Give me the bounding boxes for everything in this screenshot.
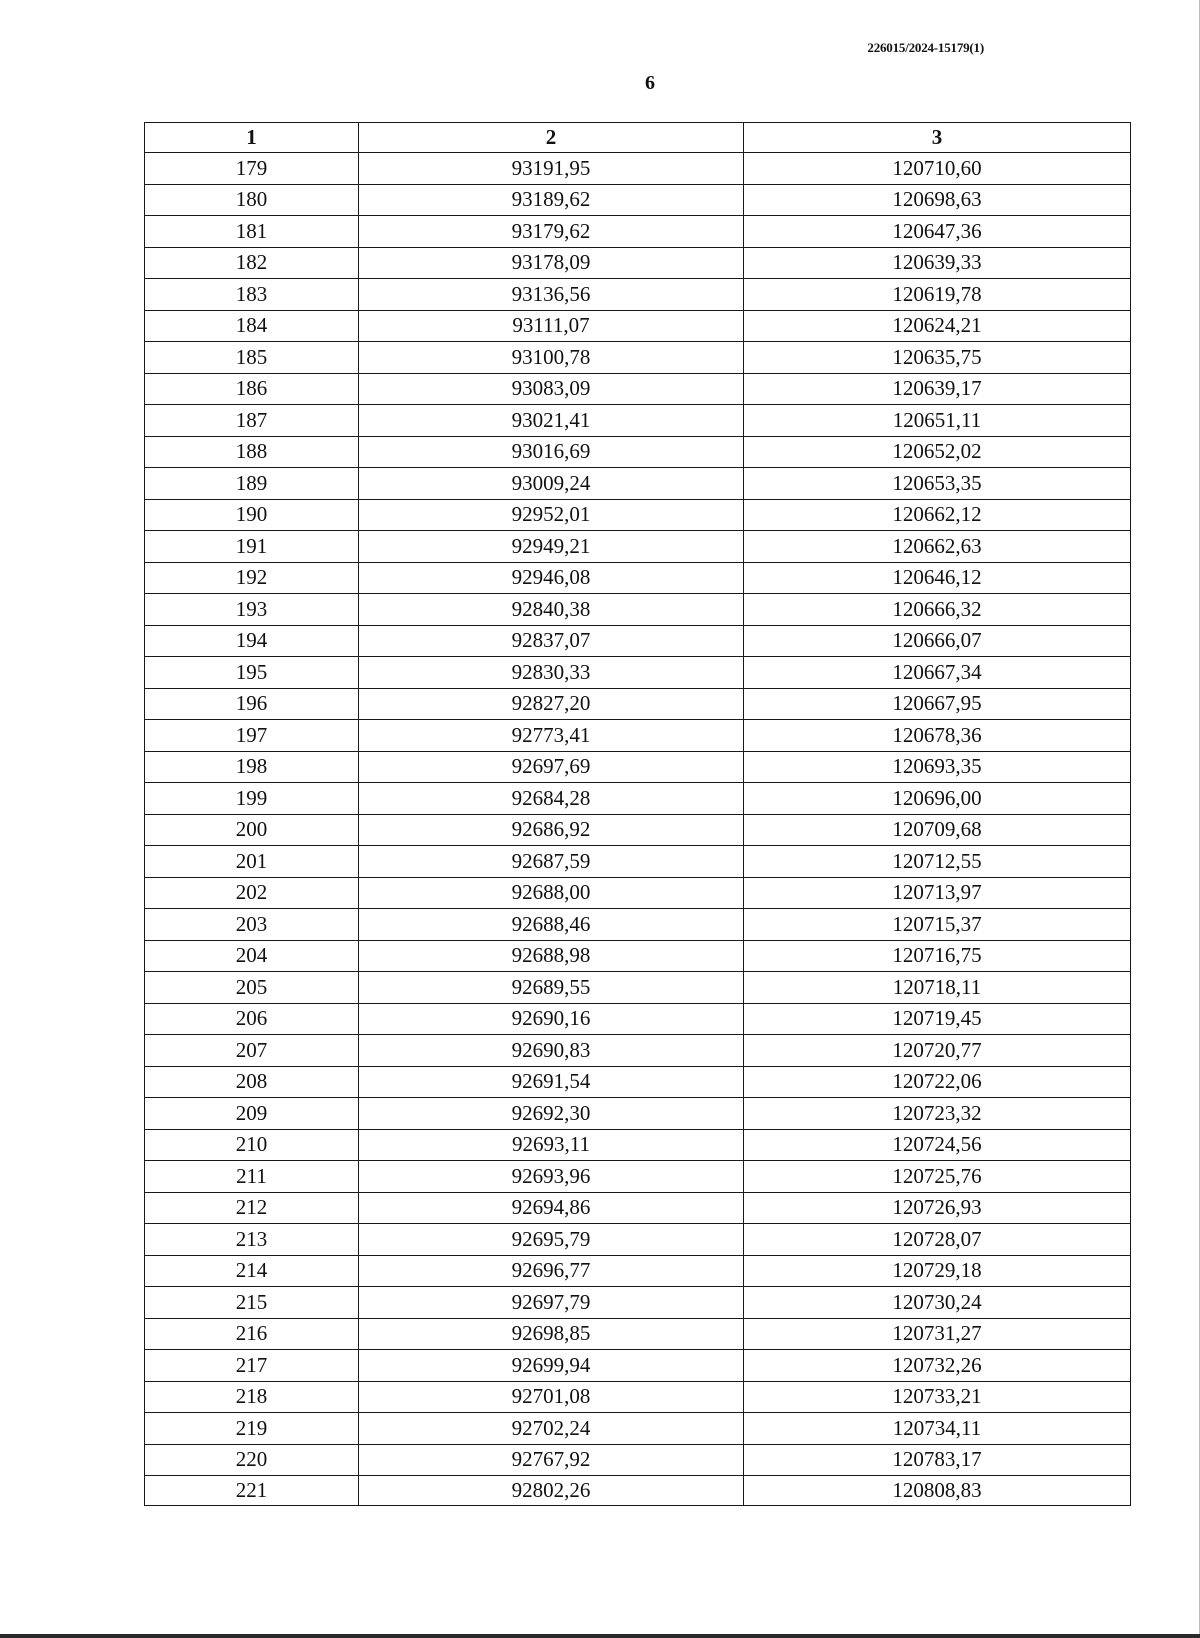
table-row bbox=[145, 373, 1131, 405]
table-cell-col-2: 93111,07 bbox=[359, 310, 744, 342]
table-cell-col-1: 207 bbox=[145, 1035, 359, 1067]
table-cell-col-2: 92837,07 bbox=[359, 625, 744, 657]
table-row bbox=[145, 1476, 1131, 1506]
table-cell-col-3: 120653,35 bbox=[744, 468, 1131, 500]
table-row bbox=[145, 783, 1131, 815]
table-cell-col-3: 120734,11 bbox=[744, 1413, 1131, 1445]
table-row bbox=[145, 877, 1131, 909]
table-row bbox=[145, 1287, 1131, 1319]
table-cell-col-2: 92692,30 bbox=[359, 1098, 744, 1130]
table-cell-col-3: 120709,68 bbox=[744, 814, 1131, 846]
table-cell-col-1: 185 bbox=[145, 342, 359, 374]
table-cell-col-3: 120666,07 bbox=[744, 625, 1131, 657]
table-cell-col-2: 92698,85 bbox=[359, 1318, 744, 1350]
table-cell-col-2: 92827,20 bbox=[359, 688, 744, 720]
table-cell-col-1: 218 bbox=[145, 1381, 359, 1413]
table-cell-col-3: 120698,63 bbox=[744, 184, 1131, 216]
table-cell-col-3: 120722,06 bbox=[744, 1066, 1131, 1098]
table-cell-col-1: 183 bbox=[145, 279, 359, 311]
table-cell-col-1: 182 bbox=[145, 247, 359, 279]
table-row bbox=[145, 940, 1131, 972]
table-cell-col-3: 120728,07 bbox=[744, 1224, 1131, 1256]
table-cell-col-1: 217 bbox=[145, 1350, 359, 1382]
table-row bbox=[145, 972, 1131, 1004]
table-cell-col-2: 93083,09 bbox=[359, 373, 744, 405]
table-cell-col-3: 120662,63 bbox=[744, 531, 1131, 563]
table-cell-col-3: 120666,32 bbox=[744, 594, 1131, 626]
table-cell-col-2: 92689,55 bbox=[359, 972, 744, 1004]
table-row bbox=[145, 279, 1131, 311]
table-cell-col-2: 92699,94 bbox=[359, 1350, 744, 1382]
table-cell-col-1: 191 bbox=[145, 531, 359, 563]
table-cell-col-2: 92693,11 bbox=[359, 1129, 744, 1161]
table-cell-col-1: 194 bbox=[145, 625, 359, 657]
table-cell-col-3: 120696,00 bbox=[744, 783, 1131, 815]
table-cell-col-2: 92695,79 bbox=[359, 1224, 744, 1256]
table-cell-col-2: 92773,41 bbox=[359, 720, 744, 752]
table-row bbox=[145, 625, 1131, 657]
table-cell-col-3: 120733,21 bbox=[744, 1381, 1131, 1413]
table-row bbox=[145, 688, 1131, 720]
table-cell-col-1: 210 bbox=[145, 1129, 359, 1161]
page-bottom-edge bbox=[0, 1634, 1200, 1638]
table-cell-col-1: 203 bbox=[145, 909, 359, 941]
table-cell-col-3: 120639,33 bbox=[744, 247, 1131, 279]
table-cell-col-2: 92694,86 bbox=[359, 1192, 744, 1224]
table-cell-col-1: 214 bbox=[145, 1255, 359, 1287]
table-row bbox=[145, 720, 1131, 752]
table-cell-col-2: 92830,33 bbox=[359, 657, 744, 689]
table-cell-col-2: 92688,46 bbox=[359, 909, 744, 941]
column-header-2: 2 bbox=[359, 123, 744, 153]
table-row bbox=[145, 1161, 1131, 1193]
table-cell-col-2: 92946,08 bbox=[359, 562, 744, 594]
column-header-1: 1 bbox=[145, 123, 359, 153]
table-row bbox=[145, 1444, 1131, 1476]
table-cell-col-3: 120624,21 bbox=[744, 310, 1131, 342]
table-cell-col-3: 120662,12 bbox=[744, 499, 1131, 531]
table-cell-col-1: 211 bbox=[145, 1161, 359, 1193]
table-cell-col-1: 184 bbox=[145, 310, 359, 342]
table-cell-col-2: 92697,69 bbox=[359, 751, 744, 783]
table-cell-col-3: 120783,17 bbox=[744, 1444, 1131, 1476]
table-cell-col-2: 93179,62 bbox=[359, 216, 744, 248]
table-cell-col-3: 120635,75 bbox=[744, 342, 1131, 374]
table-cell-col-3: 120724,56 bbox=[744, 1129, 1131, 1161]
table-row bbox=[145, 1129, 1131, 1161]
table-row bbox=[145, 247, 1131, 279]
table-cell-col-1: 193 bbox=[145, 594, 359, 626]
table-row bbox=[145, 1255, 1131, 1287]
table-cell-col-2: 92686,92 bbox=[359, 814, 744, 846]
table-cell-col-2: 92690,83 bbox=[359, 1035, 744, 1067]
table-cell-col-1: 220 bbox=[145, 1444, 359, 1476]
table-cell-col-1: 202 bbox=[145, 877, 359, 909]
table-cell-col-3: 120639,17 bbox=[744, 373, 1131, 405]
table-cell-col-3: 120646,12 bbox=[744, 562, 1131, 594]
table-cell-col-3: 120720,77 bbox=[744, 1035, 1131, 1067]
table-cell-col-1: 208 bbox=[145, 1066, 359, 1098]
table-cell-col-3: 120732,26 bbox=[744, 1350, 1131, 1382]
table-header bbox=[145, 123, 1131, 153]
table-cell-col-1: 206 bbox=[145, 1003, 359, 1035]
table-cell-col-1: 219 bbox=[145, 1413, 359, 1445]
table-row bbox=[145, 468, 1131, 500]
header-row bbox=[145, 123, 1131, 153]
table-row bbox=[145, 342, 1131, 374]
table-row bbox=[145, 1413, 1131, 1445]
table-cell-col-3: 120667,34 bbox=[744, 657, 1131, 689]
table-row bbox=[145, 1035, 1131, 1067]
table-cell-col-1: 215 bbox=[145, 1287, 359, 1319]
table-cell-col-3: 120713,97 bbox=[744, 877, 1131, 909]
table-cell-col-2: 92802,26 bbox=[359, 1476, 744, 1506]
table-row bbox=[145, 531, 1131, 563]
table-row bbox=[145, 499, 1131, 531]
table-cell-col-3: 120719,45 bbox=[744, 1003, 1131, 1035]
table-cell-col-2: 92688,98 bbox=[359, 940, 744, 972]
table-cell-col-2: 92691,54 bbox=[359, 1066, 744, 1098]
table-row bbox=[145, 594, 1131, 626]
table-row bbox=[145, 1192, 1131, 1224]
table-cell-col-1: 201 bbox=[145, 846, 359, 878]
table-row bbox=[145, 1003, 1131, 1035]
table-cell-col-2: 92697,79 bbox=[359, 1287, 744, 1319]
table-cell-col-1: 188 bbox=[145, 436, 359, 468]
table-row bbox=[145, 184, 1131, 216]
table-cell-col-1: 181 bbox=[145, 216, 359, 248]
table-cell-col-2: 92688,00 bbox=[359, 877, 744, 909]
table-cell-col-2: 92687,59 bbox=[359, 846, 744, 878]
table-row bbox=[145, 1350, 1131, 1382]
table-cell-col-2: 92840,38 bbox=[359, 594, 744, 626]
table-cell-col-1: 189 bbox=[145, 468, 359, 500]
table-cell-col-2: 92767,92 bbox=[359, 1444, 744, 1476]
table-cell-col-2: 93021,41 bbox=[359, 405, 744, 437]
table-cell-col-2: 93136,56 bbox=[359, 279, 744, 311]
table-row bbox=[145, 751, 1131, 783]
column-header-3: 3 bbox=[744, 123, 1131, 153]
table-cell-col-3: 120667,95 bbox=[744, 688, 1131, 720]
table-cell-col-2: 92684,28 bbox=[359, 783, 744, 815]
table-row bbox=[145, 1224, 1131, 1256]
table-cell-col-3: 120647,36 bbox=[744, 216, 1131, 248]
table-cell-col-2: 93191,95 bbox=[359, 153, 744, 185]
table-row bbox=[145, 562, 1131, 594]
table-cell-col-2: 92949,21 bbox=[359, 531, 744, 563]
table-cell-col-3: 120678,36 bbox=[744, 720, 1131, 752]
table-cell-col-1: 187 bbox=[145, 405, 359, 437]
table-cell-col-3: 120710,60 bbox=[744, 153, 1131, 185]
table-cell-col-3: 120723,32 bbox=[744, 1098, 1131, 1130]
table-row bbox=[145, 310, 1131, 342]
table-cell-col-1: 200 bbox=[145, 814, 359, 846]
table-cell-col-2: 93100,78 bbox=[359, 342, 744, 374]
table-cell-col-3: 120808,83 bbox=[744, 1476, 1131, 1506]
table-cell-col-1: 221 bbox=[145, 1476, 359, 1506]
table-cell-col-3: 120619,78 bbox=[744, 279, 1131, 311]
table-cell-col-2: 93016,69 bbox=[359, 436, 744, 468]
table-cell-col-3: 120652,02 bbox=[744, 436, 1131, 468]
table-cell-col-3: 120716,75 bbox=[744, 940, 1131, 972]
table-cell-col-1: 209 bbox=[145, 1098, 359, 1130]
page-number: 6 bbox=[645, 72, 655, 94]
table-row bbox=[145, 436, 1131, 468]
table-cell-col-1: 212 bbox=[145, 1192, 359, 1224]
table-cell-col-3: 120715,37 bbox=[744, 909, 1131, 941]
table-cell-col-3: 120729,18 bbox=[744, 1255, 1131, 1287]
table-cell-col-1: 195 bbox=[145, 657, 359, 689]
table-cell-col-1: 192 bbox=[145, 562, 359, 594]
table-cell-col-1: 179 bbox=[145, 153, 359, 185]
table-cell-col-3: 120651,11 bbox=[744, 405, 1131, 437]
table-cell-col-2: 92701,08 bbox=[359, 1381, 744, 1413]
table-cell-col-1: 198 bbox=[145, 751, 359, 783]
table-cell-col-2: 92702,24 bbox=[359, 1413, 744, 1445]
table-cell-col-1: 205 bbox=[145, 972, 359, 1004]
table-cell-col-2: 93009,24 bbox=[359, 468, 744, 500]
table-row bbox=[145, 1098, 1131, 1130]
table-row bbox=[145, 1066, 1131, 1098]
table-cell-col-1: 197 bbox=[145, 720, 359, 752]
table-cell-col-3: 120712,55 bbox=[744, 846, 1131, 878]
table-row bbox=[145, 909, 1131, 941]
table-cell-col-2: 92693,96 bbox=[359, 1161, 744, 1193]
table-cell-col-3: 120731,27 bbox=[744, 1318, 1131, 1350]
table-row bbox=[145, 657, 1131, 689]
table-cell-col-1: 204 bbox=[145, 940, 359, 972]
table-cell-col-2: 92690,16 bbox=[359, 1003, 744, 1035]
table-cell-col-3: 120693,35 bbox=[744, 751, 1131, 783]
table-row bbox=[145, 405, 1131, 437]
table-cell-col-1: 199 bbox=[145, 783, 359, 815]
table-row bbox=[145, 814, 1131, 846]
table-cell-col-3: 120726,93 bbox=[744, 1192, 1131, 1224]
table-cell-col-1: 216 bbox=[145, 1318, 359, 1350]
table-cell-col-1: 186 bbox=[145, 373, 359, 405]
table-cell-col-2: 92696,77 bbox=[359, 1255, 744, 1287]
table-body bbox=[145, 153, 1131, 1506]
table-row bbox=[145, 216, 1131, 248]
table-cell-col-3: 120725,76 bbox=[744, 1161, 1131, 1193]
document-number: 226015/2024-15179(1) bbox=[867, 40, 984, 55]
table-cell-col-3: 120718,11 bbox=[744, 972, 1131, 1004]
table-cell-col-2: 92952,01 bbox=[359, 499, 744, 531]
table-cell-col-2: 93189,62 bbox=[359, 184, 744, 216]
table-cell-col-2: 93178,09 bbox=[359, 247, 744, 279]
table-row bbox=[145, 153, 1131, 185]
table-cell-col-1: 196 bbox=[145, 688, 359, 720]
table-cell-col-1: 213 bbox=[145, 1224, 359, 1256]
table-cell-col-3: 120730,24 bbox=[744, 1287, 1131, 1319]
coordinates-table bbox=[144, 122, 1131, 1506]
table-cell-col-1: 180 bbox=[145, 184, 359, 216]
table-cell-col-1: 190 bbox=[145, 499, 359, 531]
table-row bbox=[145, 846, 1131, 878]
table-row bbox=[145, 1381, 1131, 1413]
table-row bbox=[145, 1318, 1131, 1350]
